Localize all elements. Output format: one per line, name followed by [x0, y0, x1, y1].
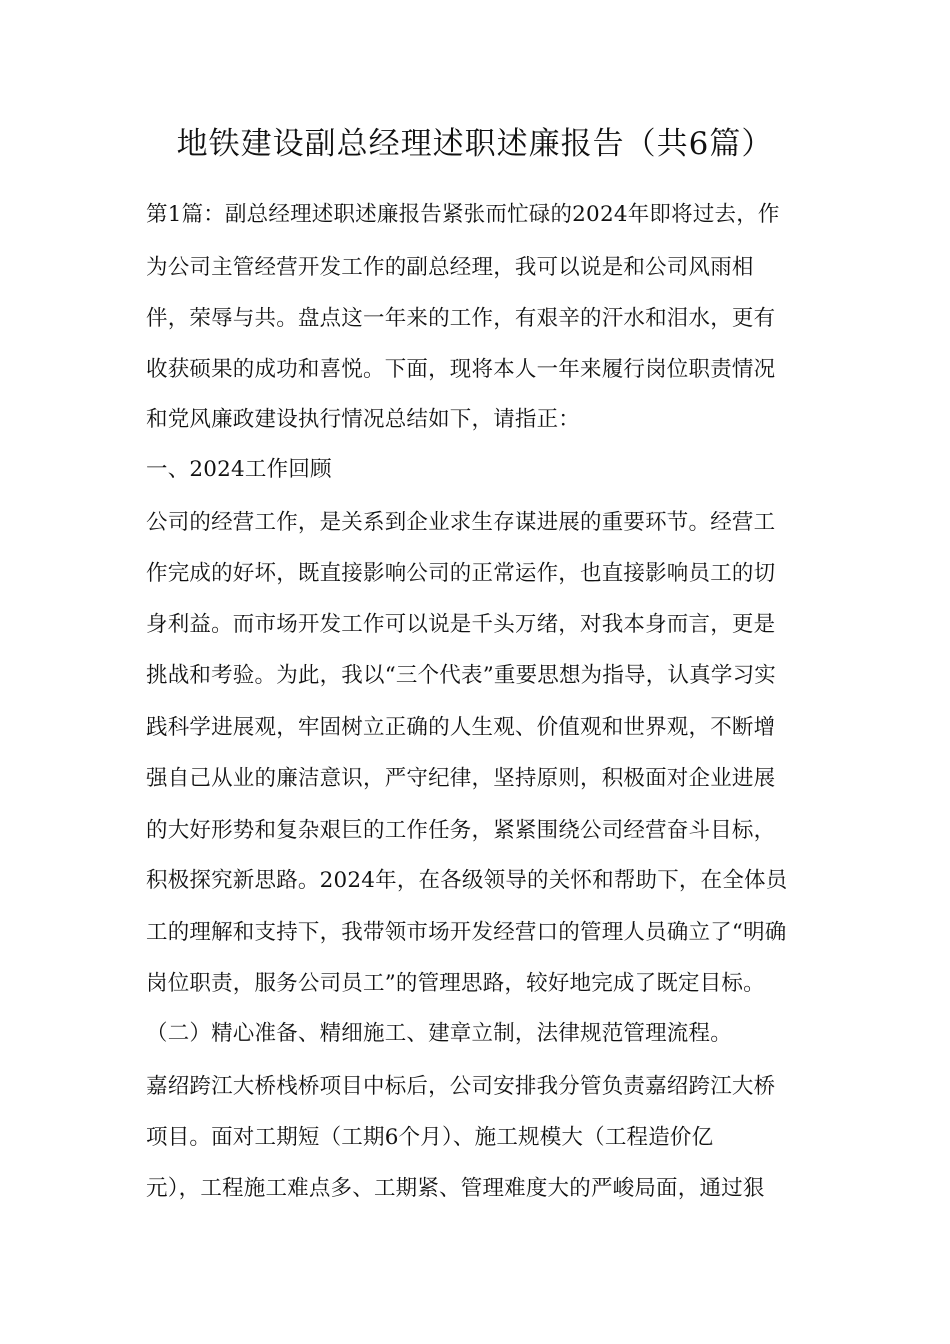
paragraph-line: 元），工程施工难点多、工期紧、管理难度大的严峻局面，通过狠	[146, 1176, 765, 1201]
paragraph-line: 项目。面对工期短（工期6个月）、施工规模大（工程造价亿	[146, 1125, 714, 1150]
paragraph-line: 第1篇：副总经理述职述廉报告紧张而忙碌的2024年即将过去，作	[146, 202, 780, 227]
paragraph-line: 挑战和考验。为此，我以“三个代表”重要思想为指导，认真学习实	[146, 663, 776, 688]
paragraph-line: 作完成的好坏，既直接影响公司的正常运作，也直接影响员工的切	[146, 561, 776, 586]
paragraph-line: 的大好形势和复杂艰巨的工作任务，紧紧围绕公司经营奋斗目标，	[146, 818, 776, 843]
document-title: 地铁建设副总经理述职述廉报告（共6篇）	[176, 126, 774, 162]
paragraph-line: 身利益。而市场开发工作可以说是千头万绪，对我本身而言，更是	[146, 612, 776, 637]
paragraph-line: 嘉绍跨江大桥栈桥项目中标后，公司安排我分管负责嘉绍跨江大桥	[146, 1074, 776, 1099]
paragraph-line: 收获硕果的成功和喜悦。下面，现将本人一年来履行岗位职责情况	[146, 357, 776, 382]
paragraph-line: 践科学进展观，牢固树立正确的人生观、价值观和世界观，不断增	[146, 715, 776, 740]
paragraph-line: 伴，荣辱与共。盘点这一年来的工作，有艰辛的汗水和泪水，更有	[146, 306, 776, 331]
section-heading: （二）精心准备、精细施工、建章立制，法律规范管理流程。	[146, 1021, 732, 1046]
paragraph-line: 公司的经营工作，是关系到企业求生存谋进展的重要环节。经营工	[146, 510, 776, 535]
paragraph-line: 强自己从业的廉洁意识，严守纪律，坚持原则，积极面对企业进展	[146, 766, 776, 791]
paragraph-line: 和党风廉政建设执行情况总结如下，请指正：	[146, 407, 581, 432]
paragraph-line: 积极探究新思路。2024年，在各级领导的关怀和帮助下，在全体员	[146, 868, 788, 893]
paragraph-line: 岗位职责，服务公司员工”的管理思路，较好地完成了既定目标。	[146, 971, 765, 996]
paragraph-line: 工的理解和支持下，我带领市场开发经营口的管理人员确立了“明确	[146, 920, 787, 945]
section-heading: 一、2024工作回顾	[146, 457, 332, 482]
paragraph-line: 为公司主管经营开发工作的副总经理，我可以说是和公司风雨相	[146, 255, 754, 280]
